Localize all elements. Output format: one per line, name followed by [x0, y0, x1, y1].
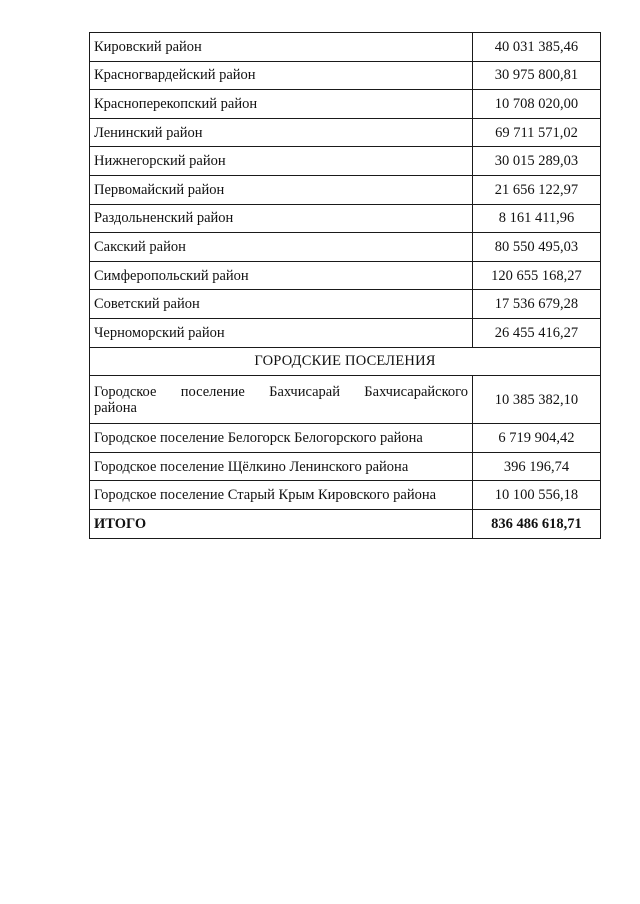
table-row [90, 204, 601, 233]
row-name: Красноперекопский район [90, 90, 473, 119]
row-name: Черноморский район [90, 318, 473, 347]
table-row [90, 90, 601, 119]
row-value: 120 655 168,27 [472, 261, 600, 290]
row-name-line1: Городское поселение Бахчисарай Бахчисарайского [94, 383, 468, 400]
table-row [90, 175, 601, 204]
table-row [90, 424, 601, 453]
row-value: 30 015 289,03 [472, 147, 600, 176]
total-label: ИТОГО [90, 509, 473, 538]
row-name: Нижнегорский район [90, 147, 473, 176]
row-value: 10 100 556,18 [472, 481, 600, 510]
row-name: Симферопольский район [90, 261, 473, 290]
table-row [90, 290, 601, 319]
row-value: 8 161 411,96 [472, 204, 600, 233]
row-value: 21 656 122,97 [472, 175, 600, 204]
row-value: 396 196,74 [472, 452, 600, 481]
row-name: Сакский район [90, 233, 473, 262]
row-name: Городское поселение Старый Крым Кировского района [90, 481, 473, 510]
section-title: ГОРОДСКИЕ ПОСЕЛЕНИЯ [90, 347, 601, 376]
row-name: Кировский район [90, 33, 473, 62]
table-row [90, 233, 601, 262]
row-value: 10 708 020,00 [472, 90, 600, 119]
table-row [90, 452, 601, 481]
section-header-row [90, 347, 601, 376]
table-row [90, 376, 601, 424]
row-value: 10 385 382,10 [472, 376, 600, 424]
row-value: 80 550 495,03 [472, 233, 600, 262]
row-value: 17 536 679,28 [472, 290, 600, 319]
row-name: Первомайский район [90, 175, 473, 204]
row-value: 40 031 385,46 [472, 33, 600, 62]
table-row [90, 261, 601, 290]
row-name: Красногвардейский район [90, 61, 473, 90]
table-row [90, 147, 601, 176]
table-row [90, 61, 601, 90]
budget-table [89, 32, 601, 539]
row-name: Ленинский район [90, 118, 473, 147]
row-name: Советский район [90, 290, 473, 319]
total-row [90, 509, 601, 538]
row-value: 6 719 904,42 [472, 424, 600, 453]
row-name-line2: района [94, 399, 137, 416]
table-row [90, 33, 601, 62]
row-name: Раздольненский район [90, 204, 473, 233]
table-row [90, 481, 601, 510]
row-name [90, 376, 473, 424]
row-name: Городское поселение Щёлкино Ленинского района [90, 452, 473, 481]
table-row [90, 318, 601, 347]
row-value: 69 711 571,02 [472, 118, 600, 147]
row-value: 26 455 416,27 [472, 318, 600, 347]
total-value: 836 486 618,71 [472, 509, 600, 538]
row-name: Городское поселение Белогорск Белогорского района [90, 424, 473, 453]
row-value: 30 975 800,81 [472, 61, 600, 90]
table-row [90, 118, 601, 147]
